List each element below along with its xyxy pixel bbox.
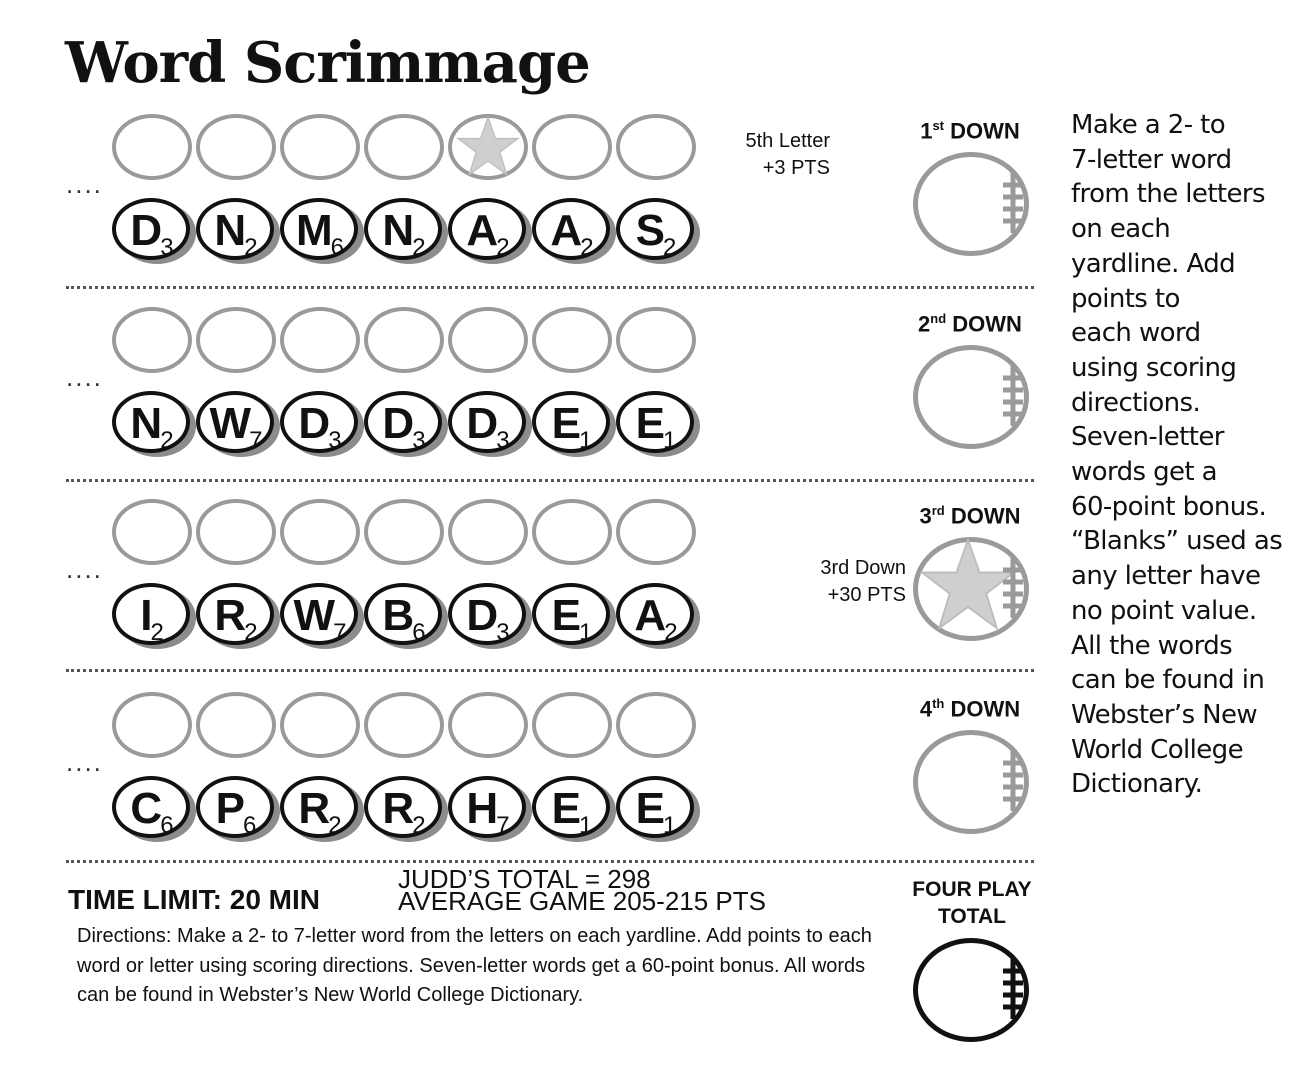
tile-value: 6: [160, 812, 172, 839]
tile-letter: E: [635, 399, 663, 448]
tile-face: [112, 583, 190, 645]
tile-letter: E: [551, 784, 579, 833]
directions-text: Directions: Make a 2- to 7-letter word from the letters on each yardline. Add points to each word or letter using scoring directions. Seven-letter words get a 60-point bonus. All words can be found in Webster’s New World College Dictionary.: [77, 925, 872, 1006]
answer-slot[interactable]: [532, 692, 612, 758]
tile-value: 1: [663, 812, 675, 839]
tile-value: 2: [496, 234, 508, 261]
letter-tile: [112, 583, 196, 649]
down-number: 1: [920, 118, 933, 144]
tile-value: 1: [579, 812, 591, 839]
tile-letter: A: [634, 591, 665, 640]
yardline-row-3: [0, 497, 1060, 657]
answer-slot[interactable]: [364, 114, 444, 180]
tile-face: [364, 391, 442, 453]
tile-face: [196, 776, 274, 838]
tile-letter: R: [382, 784, 413, 833]
tile-letter: E: [635, 784, 663, 833]
answer-slot[interactable]: [364, 307, 444, 373]
page-title: Word Scrimmage: [65, 30, 590, 96]
answer-slot[interactable]: [280, 692, 360, 758]
average-game: AVERAGE GAME 205-215 PTS: [398, 886, 766, 916]
tile-value: 2: [244, 619, 256, 646]
tile-face: [448, 776, 526, 838]
tile-value: 2: [664, 619, 676, 646]
tile-value: 3: [412, 427, 424, 454]
total-label-line1: FOUR PLAY: [912, 878, 1032, 901]
tile-value: 3: [496, 619, 508, 646]
tile-value: 2: [160, 427, 172, 454]
tile-letter: R: [298, 784, 329, 833]
tile-face: [196, 583, 274, 645]
down-word: DOWN: [950, 118, 1020, 144]
letter-tile: [616, 776, 700, 842]
down-suffix: rd: [931, 503, 945, 518]
tile-letter: D: [466, 591, 497, 640]
yardline-divider: [66, 286, 1034, 289]
tile-face: [280, 198, 358, 260]
answer-slot[interactable]: [364, 499, 444, 565]
four-play-total-label: [900, 876, 1044, 930]
down-score-ball[interactable]: [913, 152, 1029, 256]
down-word: DOWN: [950, 696, 1021, 722]
letter-tile: [532, 391, 616, 457]
tile-value: 1: [579, 619, 591, 646]
tile-face: [364, 583, 442, 645]
tile-face: [532, 198, 610, 260]
down-score-ball[interactable]: [913, 345, 1029, 449]
tile-face: [532, 776, 610, 838]
tile-face: [364, 776, 442, 838]
tile-face: [448, 583, 526, 645]
tile-value: 2: [663, 234, 675, 261]
down-label: [900, 696, 1040, 722]
yardline-row-4: [0, 690, 1060, 850]
row-marker: ....: [66, 747, 103, 777]
letter-tile: [532, 198, 616, 264]
down-number: 4: [919, 696, 933, 722]
football-laces-icon: [998, 957, 1028, 1021]
yardline-row-2: [0, 305, 1060, 465]
answer-slot[interactable]: [112, 307, 192, 373]
tile-letter: N: [214, 206, 245, 255]
tile-face: [280, 583, 358, 645]
tile-letter: D: [298, 399, 329, 448]
tile-letter: D: [130, 206, 161, 255]
bonus-note-line2: +30 PTS: [827, 584, 906, 606]
tile-face: [532, 583, 610, 645]
letter-tile: [532, 583, 616, 649]
bonus-note-line1: 3rd Down: [820, 557, 906, 579]
tile-letter: N: [382, 206, 413, 255]
football-laces-icon: [998, 364, 1028, 428]
judd-total: JUDD’S TOTAL = 298: [398, 864, 651, 894]
tile-letter: B: [382, 591, 413, 640]
answer-slot[interactable]: [448, 499, 528, 565]
time-limit: TIME LIMIT: 20 MIN: [68, 884, 320, 915]
tile-value: 2: [150, 619, 162, 646]
tile-letter: C: [130, 784, 161, 833]
letter-tile: [112, 776, 196, 842]
tile-letter: P: [215, 784, 243, 833]
down-word: DOWN: [950, 503, 1021, 529]
side-instructions: Make a 2- to 7-letter word from the letters on each yardline. Add points to each word using scoring directions. Seven-letter words get a 60-point bonus. “Blanks” used as any letter have no point value. All the words can be found in Webster’s New World College Dictionary.: [1071, 110, 1283, 800]
tile-value: 3: [328, 427, 340, 454]
tile-letter: D: [466, 399, 497, 448]
tile-value: 2: [412, 812, 424, 839]
answer-slot[interactable]: [448, 307, 528, 373]
letter-tile: [196, 776, 280, 842]
tile-letter: R: [214, 591, 245, 640]
answer-slot[interactable]: [616, 307, 696, 373]
four-play-total-ball[interactable]: [913, 938, 1029, 1042]
bonus-note: [700, 128, 830, 182]
down-number: 3: [919, 503, 932, 529]
answer-slot[interactable]: [112, 114, 192, 180]
row-marker: ....: [66, 169, 103, 199]
yardline-divider: [66, 479, 1034, 482]
answer-slot[interactable]: [196, 307, 276, 373]
answer-slot[interactable]: [616, 114, 696, 180]
tile-face: [112, 198, 190, 260]
answer-slot[interactable]: [532, 499, 612, 565]
bonus-note: [776, 555, 906, 609]
answer-slot[interactable]: [280, 499, 360, 565]
letter-tile: [196, 391, 280, 457]
tile-face: [448, 391, 526, 453]
tile-value: 7: [496, 812, 508, 839]
letter-tile: [616, 391, 700, 457]
tile-letter: W: [293, 591, 334, 640]
answer-slot[interactable]: [616, 499, 696, 565]
tile-value: 6: [330, 234, 342, 261]
total-label-line2: TOTAL: [937, 905, 1007, 928]
tile-value: 2: [328, 812, 340, 839]
tile-value: 2: [580, 234, 592, 261]
tile-face: [448, 198, 526, 260]
football-laces-icon: [998, 556, 1028, 620]
letter-tile: [532, 776, 616, 842]
tile-value: 2: [412, 234, 424, 261]
letter-tile: [196, 583, 280, 649]
answer-slot[interactable]: [448, 692, 528, 758]
answer-slot[interactable]: [280, 307, 360, 373]
tile-letter: M: [295, 206, 331, 255]
yardline-row-1: [0, 112, 1060, 272]
tile-letter: N: [130, 399, 161, 448]
tile-value: 7: [333, 619, 345, 646]
answer-slot[interactable]: [616, 692, 696, 758]
letter-tile: [448, 583, 532, 649]
down-label: [900, 118, 1040, 144]
tile-face: [616, 776, 694, 838]
tile-value: 2: [244, 234, 256, 261]
answer-slot[interactable]: [196, 499, 276, 565]
letter-tile: [616, 198, 700, 264]
down-score-ball[interactable]: [913, 537, 1029, 641]
answer-slot[interactable]: [112, 692, 192, 758]
answer-slot[interactable]: [196, 692, 276, 758]
letter-tile: [280, 391, 364, 457]
tile-face: [196, 391, 274, 453]
tile-face: [616, 198, 694, 260]
tile-letter: E: [551, 399, 579, 448]
tile-letter: W: [209, 399, 250, 448]
letter-tile: [448, 391, 532, 457]
answer-slot-bonus[interactable]: [448, 114, 528, 180]
football-laces-icon: [998, 749, 1028, 813]
tile-face: [532, 391, 610, 453]
tile-letter: A: [466, 206, 497, 255]
tile-letter: S: [635, 206, 663, 255]
tile-value: 1: [663, 427, 675, 454]
yardline-divider: [66, 860, 1034, 863]
letter-tile: [364, 198, 448, 264]
row-marker: ....: [66, 362, 103, 392]
tile-letter: H: [466, 784, 497, 833]
letter-tile: [364, 776, 448, 842]
letter-tile: [196, 198, 280, 264]
row-marker: ....: [66, 554, 103, 584]
letter-tile: [448, 198, 532, 264]
letter-tile: [364, 583, 448, 649]
letter-tile: [616, 583, 700, 649]
tile-face: [280, 776, 358, 838]
yardline-divider: [66, 669, 1034, 672]
tile-value: 7: [249, 427, 261, 454]
tile-letter: E: [551, 591, 579, 640]
letter-tile: [364, 391, 448, 457]
down-word: DOWN: [952, 311, 1022, 337]
answer-slot[interactable]: [196, 114, 276, 180]
tile-letter: D: [382, 399, 413, 448]
answer-slot[interactable]: [112, 499, 192, 565]
down-label: [900, 311, 1040, 337]
letter-tile: [112, 198, 196, 264]
answer-slot[interactable]: [364, 692, 444, 758]
tile-face: [196, 198, 274, 260]
tile-face: [112, 776, 190, 838]
letter-tile: [280, 198, 364, 264]
answer-slot[interactable]: [280, 114, 360, 180]
tile-value: 3: [496, 427, 508, 454]
down-suffix: th: [932, 696, 945, 711]
tile-value: 3: [160, 234, 172, 261]
tile-face: [616, 583, 694, 645]
tile-letter: A: [550, 206, 581, 255]
tile-face: [112, 391, 190, 453]
tile-face: [616, 391, 694, 453]
answer-slot[interactable]: [532, 114, 612, 180]
answer-slot[interactable]: [532, 307, 612, 373]
tile-value: 1: [579, 427, 591, 454]
down-suffix: nd: [930, 311, 947, 326]
tile-face: [364, 198, 442, 260]
tile-value: 6: [243, 812, 255, 839]
football-laces-icon: [998, 171, 1028, 235]
tile-letter: I: [140, 591, 151, 640]
down-score-ball[interactable]: [913, 730, 1029, 834]
bonus-note-line2: +3 PTS: [762, 157, 830, 179]
letter-tile: [280, 583, 364, 649]
letter-tile: [280, 776, 364, 842]
tile-value: 6: [412, 619, 424, 646]
letter-tile: [448, 776, 532, 842]
score-summary: [398, 864, 766, 916]
down-label: [900, 503, 1040, 529]
down-number: 2: [918, 311, 931, 337]
bonus-note-line1: 5th Letter: [745, 130, 830, 152]
tile-face: [280, 391, 358, 453]
letter-tile: [112, 391, 196, 457]
star-icon: [456, 116, 520, 176]
down-suffix: st: [932, 118, 945, 133]
